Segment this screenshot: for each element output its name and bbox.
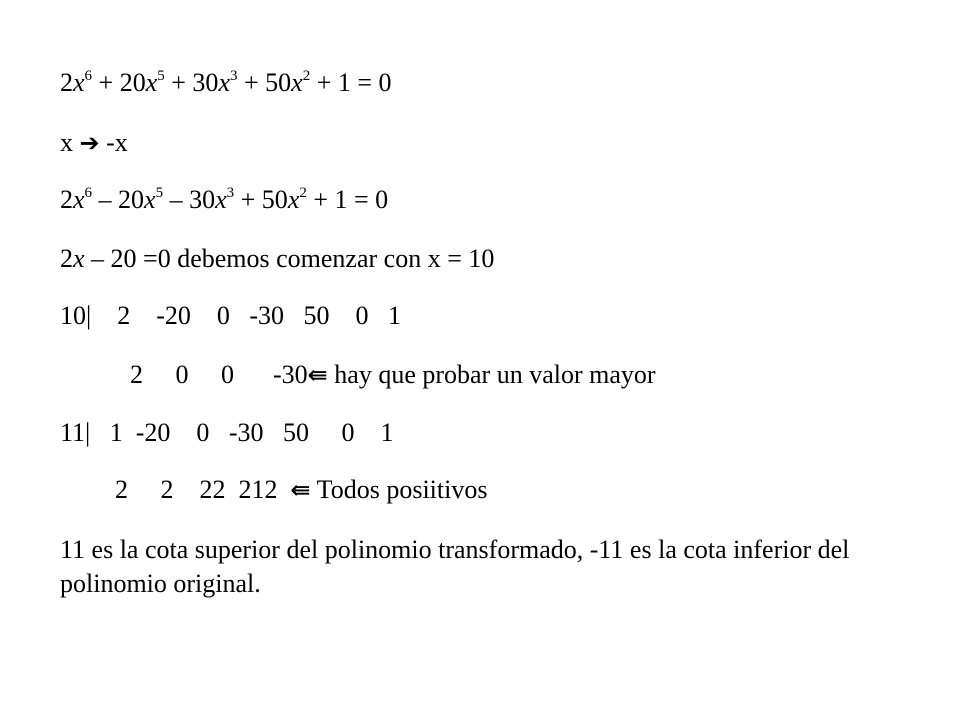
- variable: x: [287, 185, 300, 214]
- original-equation: [60, 68, 392, 98]
- exponent: 2: [299, 185, 307, 201]
- variable: x: [73, 185, 85, 214]
- coefficient: 2: [60, 68, 73, 97]
- term: – 20: [92, 185, 145, 214]
- left-arrow-icon: ⇚: [307, 361, 328, 389]
- term: + 50: [234, 185, 288, 214]
- left-arrow-icon: ⇚: [290, 476, 311, 504]
- variable: x: [215, 185, 227, 214]
- term: + 30: [164, 68, 219, 97]
- exponent: 5: [155, 185, 164, 201]
- starting-value-rule: [60, 244, 494, 274]
- result-note: Todos posiitivos: [310, 475, 488, 504]
- result-values: 2 0 0 -30: [130, 360, 308, 389]
- substitution-right: -x: [99, 128, 128, 157]
- result-note: hay que probar un valor mayor: [327, 360, 656, 389]
- exponent: 6: [84, 68, 93, 84]
- term: + 50: [237, 68, 292, 97]
- substitution-left: x: [60, 128, 80, 157]
- variable: x: [144, 185, 156, 214]
- term: + 20: [92, 68, 146, 97]
- exponent: 3: [226, 185, 235, 201]
- exponent: 5: [157, 68, 165, 84]
- exponent: 3: [229, 68, 238, 84]
- term: + 1 = 0: [306, 185, 389, 214]
- result-values: 2 2 22 212: [115, 475, 291, 504]
- variable: x: [73, 68, 85, 97]
- variable: x: [218, 68, 230, 97]
- coefficient: 2: [60, 244, 73, 273]
- coefficient: 2: [60, 185, 73, 214]
- transformed-equation: [60, 185, 388, 215]
- synthetic-division-11: 11| 1 -20 0 -30 50 0 1: [60, 418, 394, 447]
- rule-text: – 20 =0 debemos comenzar con x = 10: [84, 244, 495, 273]
- exponent: 6: [84, 185, 93, 201]
- variable: x: [291, 68, 303, 97]
- division-result-11: [115, 475, 487, 505]
- division-result-10: [130, 360, 656, 390]
- substitution-line: [60, 128, 128, 158]
- conclusion-text: 11 es la cota superior del polinomio transformado, -11 es la cota inferior del polinomio original.: [60, 535, 850, 598]
- variable: x: [73, 244, 85, 273]
- right-arrow-icon: ➔: [79, 129, 100, 157]
- term: – 30: [163, 185, 216, 214]
- synthetic-division-10: 10| 2 -20 0 -30 50 0 1: [60, 301, 402, 330]
- variable: x: [145, 68, 158, 97]
- exponent: 2: [302, 68, 311, 84]
- term: + 1 = 0: [310, 68, 392, 97]
